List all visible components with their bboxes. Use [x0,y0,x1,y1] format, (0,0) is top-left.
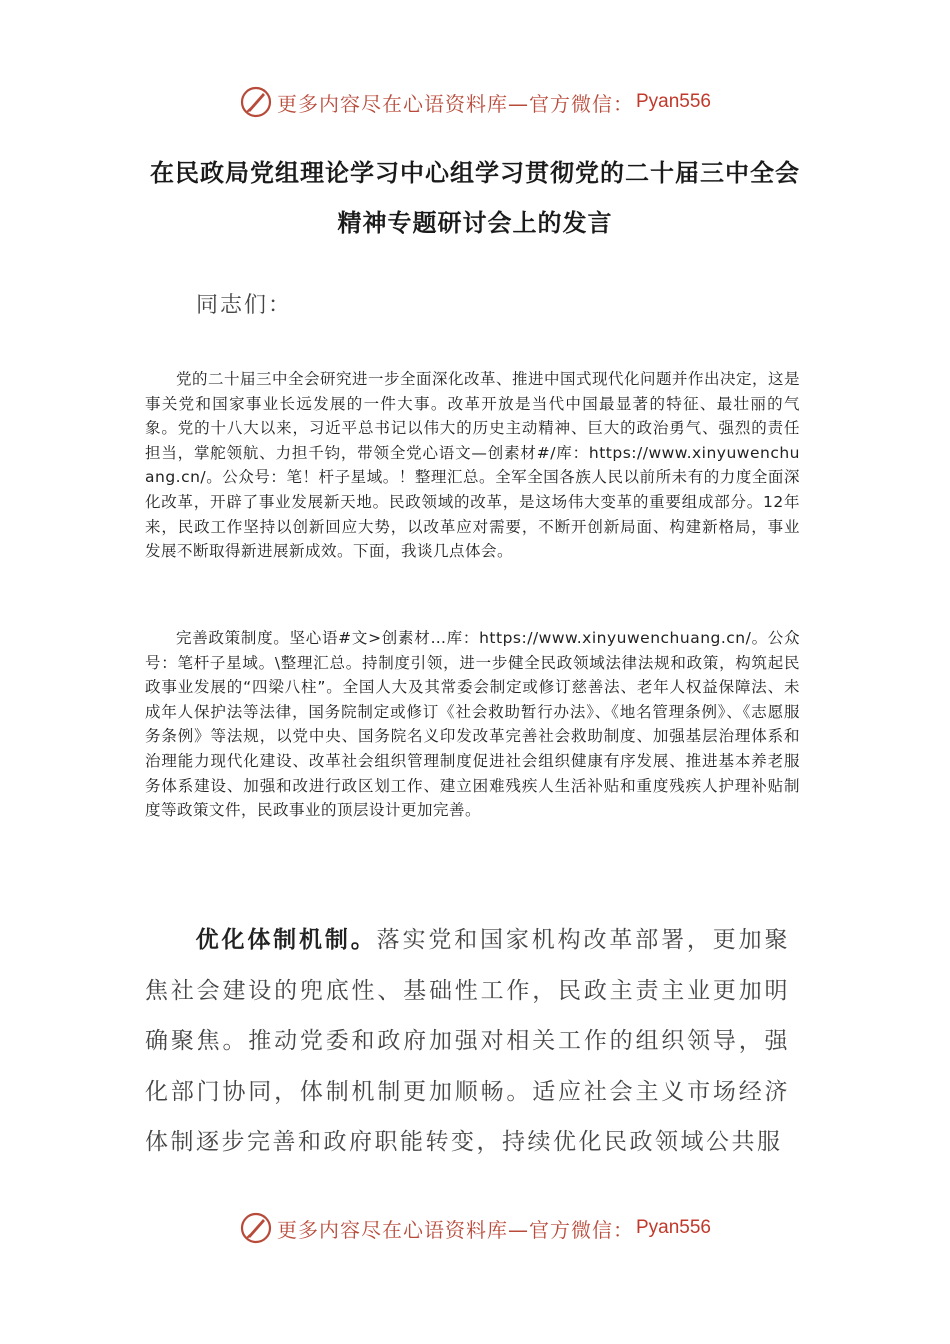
section-body: 落实党和国家机构改革部署，更加聚焦社会建设的兜底性、基础性工作，民政主责主业更加明确聚焦。推动党委和政府加强对相关工作的组织领导，强化部门协同，体制机制更加顺畅。适应社会主义市场经济体制逐步完善和政府职能转变，持续优化民政领域公共服 [145,927,790,1155]
banner-wechat-id: Pyan556 [635,1217,711,1238]
banner-text: 更多内容尽在心语资料库—官方微信： [276,1217,634,1242]
paragraph-policy: 完善政策制度。坚心语#文>创素材…库：https://www.xinyuwenchuang.cn/。公众号：笔杆子星域。\整理汇总。持制度引领，进一步健全民政领域法律法规和政策，构筑起民政事业发展的“四梁八柱”。全国人大及其常委会制定或修订慈善法、老年人权益保障法、未成年人保护法等法律，国务院制定或修订《社会救助暂行办法》、《地名管理条例》、《志愿服务条例》等法规，以党中央、国务院名义印发改革完善社会救助制度、加强基层治理体系和治理能力现代化建设、改革社会组织管理制度促进社会组织健康有序发展、推进基本养老服务体系建设、加强和改进行政区划工作、建立困难残疾人生活补贴和重度残疾人护理补贴制度等政策文件，民政事业的顶层设计更加完善。 [145,629,800,820]
quill-logo-icon [239,1211,273,1245]
banner-wechat-id: Pyan556 [635,91,711,112]
paragraph-mechanism [145,915,790,1168]
footer-banner [0,1208,950,1248]
quill-logo-icon [239,85,273,119]
header-banner [0,82,950,122]
paragraph-intro: 党的二十届三中全会研究进一步全面深化改革、推进中国式现代化问题并作出决定，这是事关党和国家事业长远发展的一件大事。改革开放是当代中国最显著的特征、最壮丽的气象。党的十八大以来，习近平总书记以伟大的历史主动精神、巨大的政治勇气、强烈的责任担当，掌舵领航、力担千钧，带领全党心语文—创素材#/库：https://www.xinyuwenchuang.cn/。公众号：笔！杆子星域。！整理汇总。全军全国各族人民以前所未有的力度全面深化改革，开辟了事业发展新天地。民政领域的改革，是这场伟大变革的重要组成部分。12年来，民政工作坚持以创新回应大势，以改革应对需要，不断开创新局面、构建新格局，事业发展不断取得新进展新成效。下面，我谈几点体会。 [145,370,801,561]
banner-text: 更多内容尽在心语资料库—官方微信： [276,91,634,116]
greeting: 同志们： [196,293,293,318]
section-lead: 优化体制机制。 [195,927,377,953]
document-title: 在民政局党组理论学习中心组学习贯彻党的二十届三中全会精神专题研讨会上的发言 [150,159,800,237]
